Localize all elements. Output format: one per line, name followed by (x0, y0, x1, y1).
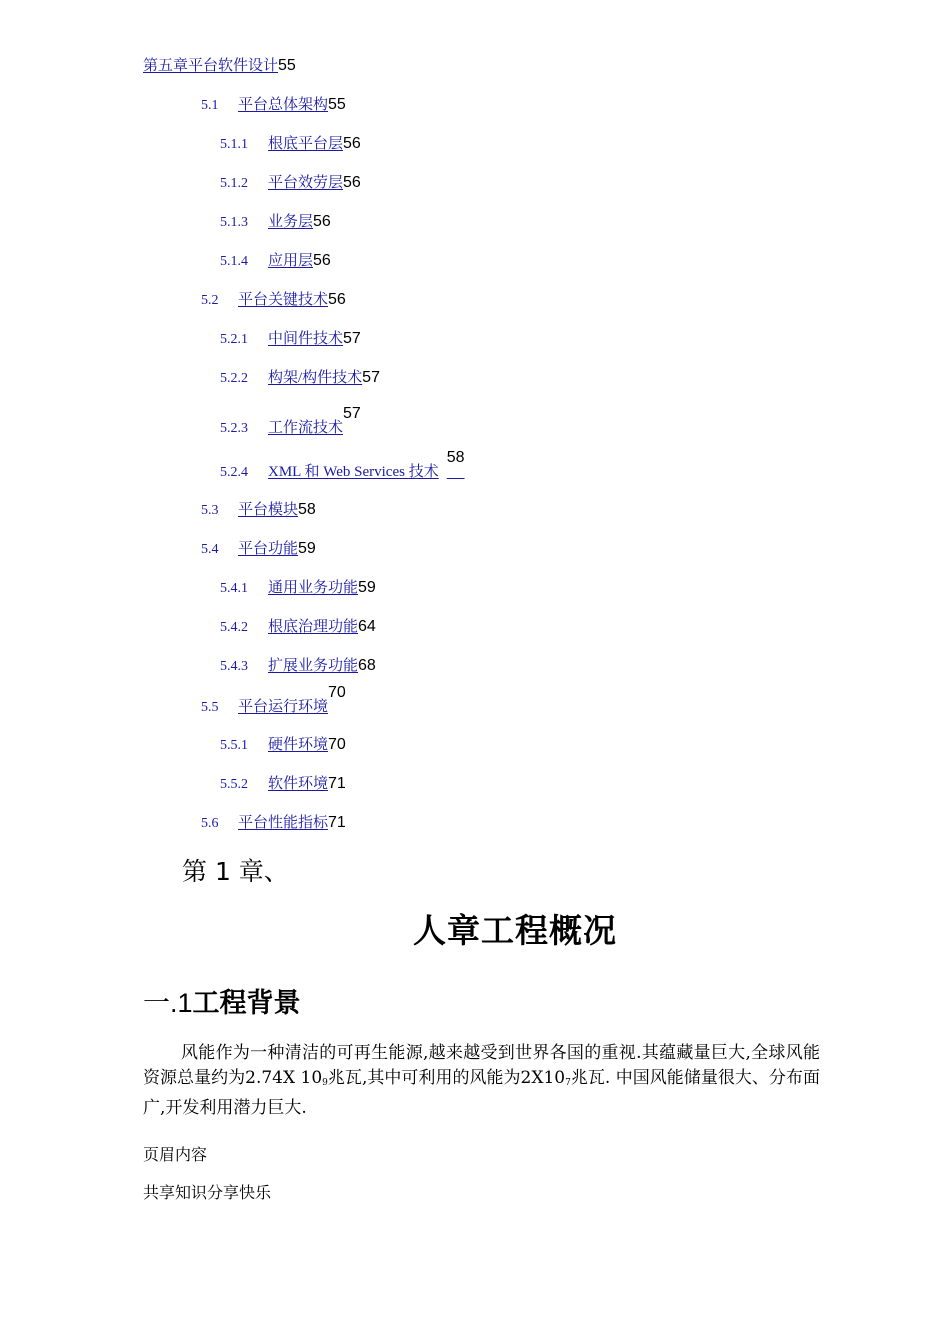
toc-page-number: 57 (362, 369, 380, 386)
toc-page-number: 55 (278, 57, 296, 74)
toc-entry-chapter-5[interactable] (143, 58, 296, 74)
header-content-note: 页眉内容 (143, 1145, 208, 1164)
toc-link[interactable] (201, 699, 328, 715)
toc-link[interactable] (220, 253, 313, 269)
toc-link[interactable] (220, 420, 343, 436)
chapter-label: 第 1 章、 (182, 857, 289, 886)
toc-link[interactable] (220, 449, 467, 480)
toc-link[interactable] (201, 292, 328, 308)
toc-label: 构架/构件技术 (268, 370, 363, 386)
toc-label: 平台运行环境 (238, 699, 329, 715)
toc-number: 5.5.2 (220, 777, 248, 792)
toc-number: 5.1.2 (220, 176, 248, 191)
toc-entry-5-5[interactable] (201, 684, 346, 715)
paragraph-text-3: 兆瓦. 中国风能储量很大、分布面广,开发利用潜力巨大. (143, 1068, 820, 1118)
toc-number: 5.2.4 (220, 465, 248, 480)
toc-entry-5-2-2[interactable] (220, 370, 380, 386)
toc-link[interactable] (201, 815, 328, 831)
toc-link[interactable]: 第五章平台软件设计 (143, 58, 279, 74)
toc-page-number: 58 (298, 501, 316, 518)
toc-label: 软件环境 (268, 776, 329, 792)
toc-link[interactable] (220, 331, 343, 347)
section-title: 工程背景 (192, 988, 301, 1019)
toc-entry-5-1-2[interactable] (220, 175, 361, 191)
toc-entry-5-4-1[interactable] (220, 580, 376, 596)
toc-label: 平台功能 (238, 541, 299, 557)
toc-label: 平台效劳层 (268, 175, 344, 191)
toc-number: 5.3 (201, 503, 219, 518)
toc-number: 5.4 (201, 542, 219, 557)
exponent-2: 7 (565, 1078, 571, 1088)
toc-entry-5-5-1[interactable] (220, 737, 346, 753)
toc-label: 通用业务功能 (268, 580, 359, 596)
toc-number: 5.6 (201, 816, 219, 831)
toc-page-number: 55 (328, 96, 346, 113)
toc-link[interactable] (220, 737, 328, 753)
toc-page-number: 71 (328, 775, 346, 792)
toc-page-number: 71 (328, 814, 346, 831)
toc-entry-5-1-1[interactable] (220, 136, 361, 152)
toc-page-number: 70 (328, 736, 346, 753)
section-heading (143, 981, 301, 1020)
toc-link[interactable] (220, 136, 343, 152)
toc-label: 平台性能指标 (238, 815, 329, 831)
toc-entry-5-4-2[interactable] (220, 619, 376, 635)
toc-label: 工作流技术 (268, 420, 344, 436)
toc-number: 5.2 (201, 293, 219, 308)
toc-number: 5.1.1 (220, 137, 248, 152)
toc-page-number: 56 (343, 174, 361, 191)
toc-link[interactable] (220, 214, 313, 230)
toc-label: 应用层 (268, 253, 314, 269)
toc-page-number: 58 (446, 449, 465, 466)
toc-number: 5.4.3 (220, 659, 248, 674)
toc-entry-5-2[interactable] (201, 292, 346, 308)
toc-page-number: 56 (313, 213, 331, 230)
toc-number: 5.4.1 (220, 581, 248, 596)
toc-entry-5-3[interactable] (201, 502, 316, 518)
toc-link[interactable] (201, 97, 328, 113)
toc-entry-5-1[interactable] (201, 97, 346, 113)
toc-entry-5-2-3[interactable] (220, 405, 361, 436)
toc-label: 平台关键技术 (238, 292, 329, 308)
exponent-1: 9 (322, 1078, 328, 1088)
toc-page-number: 70 (328, 684, 346, 701)
toc-page-number: 56 (343, 135, 361, 152)
toc-label: 硬件环境 (268, 737, 329, 753)
toc-page-number: 57 (343, 405, 361, 422)
toc-entry-5-2-1[interactable] (220, 331, 361, 347)
toc-number: 5.2.1 (220, 332, 248, 347)
section-number: 一.1 (143, 988, 193, 1018)
toc-link[interactable] (220, 370, 362, 386)
toc-link[interactable] (220, 175, 343, 191)
toc-number: 5.2.2 (220, 371, 248, 386)
toc-label: 根底平台层 (268, 136, 344, 152)
toc-page-number: 59 (358, 579, 376, 596)
toc-page-number: 64 (358, 618, 376, 635)
toc-number: 5.1.4 (220, 254, 248, 269)
toc-label: 平台模块 (238, 502, 299, 518)
toc-link[interactable] (201, 502, 298, 518)
toc-entry-5-2-4[interactable] (220, 449, 467, 480)
toc-number: 5.5.1 (220, 738, 248, 753)
toc-label: 平台总体架构 (238, 97, 329, 113)
toc-page-number: 56 (328, 291, 346, 308)
paragraph-text-2: 兆瓦,其中可利用的风能为2X10 (327, 1068, 566, 1088)
toc-number: 5.4.2 (220, 620, 248, 635)
toc-entry-5-4-3[interactable] (220, 658, 376, 674)
toc-entry-5-5-2[interactable] (220, 776, 346, 792)
toc-link[interactable] (220, 658, 358, 674)
toc-number: 5.2.3 (220, 421, 248, 436)
toc-label: 中间件技术 (268, 331, 344, 347)
toc-number: 5.5 (201, 700, 219, 715)
toc-link[interactable] (220, 580, 358, 596)
toc-number: 5.1.3 (220, 215, 248, 230)
toc-entry-5-1-4[interactable] (220, 253, 331, 269)
toc-label: 业务层 (268, 214, 314, 230)
toc-link[interactable] (220, 619, 358, 635)
toc-label: 根底治理功能 (268, 619, 359, 635)
toc-page-number: 57 (343, 330, 361, 347)
toc-page-number: 59 (298, 540, 316, 557)
toc-entry-5-6[interactable] (201, 815, 346, 831)
toc-label: XML 和 Web Services 技术 (268, 464, 439, 480)
toc-number: 5.1 (201, 98, 219, 113)
toc-entry-5-1-3[interactable] (220, 214, 331, 230)
footer-slogan: 共享知识分享快乐 (143, 1183, 272, 1202)
chapter-title: 人章工程概况 (413, 911, 617, 950)
paragraph-text-1: 风能作为一种清洁的可再生能源,越来越受到世界各国的重视.其蕴藏量巨大,全球风能资源总量约为2.74X 10 (143, 1043, 820, 1088)
body-paragraph (143, 1041, 820, 1121)
toc-page-number: 68 (358, 657, 376, 674)
toc-label: 扩展业务功能 (268, 658, 359, 674)
toc-link[interactable] (201, 541, 298, 557)
toc-page-number: 56 (313, 252, 331, 269)
toc-entry-5-4[interactable] (201, 541, 316, 557)
toc-link[interactable] (220, 776, 328, 792)
